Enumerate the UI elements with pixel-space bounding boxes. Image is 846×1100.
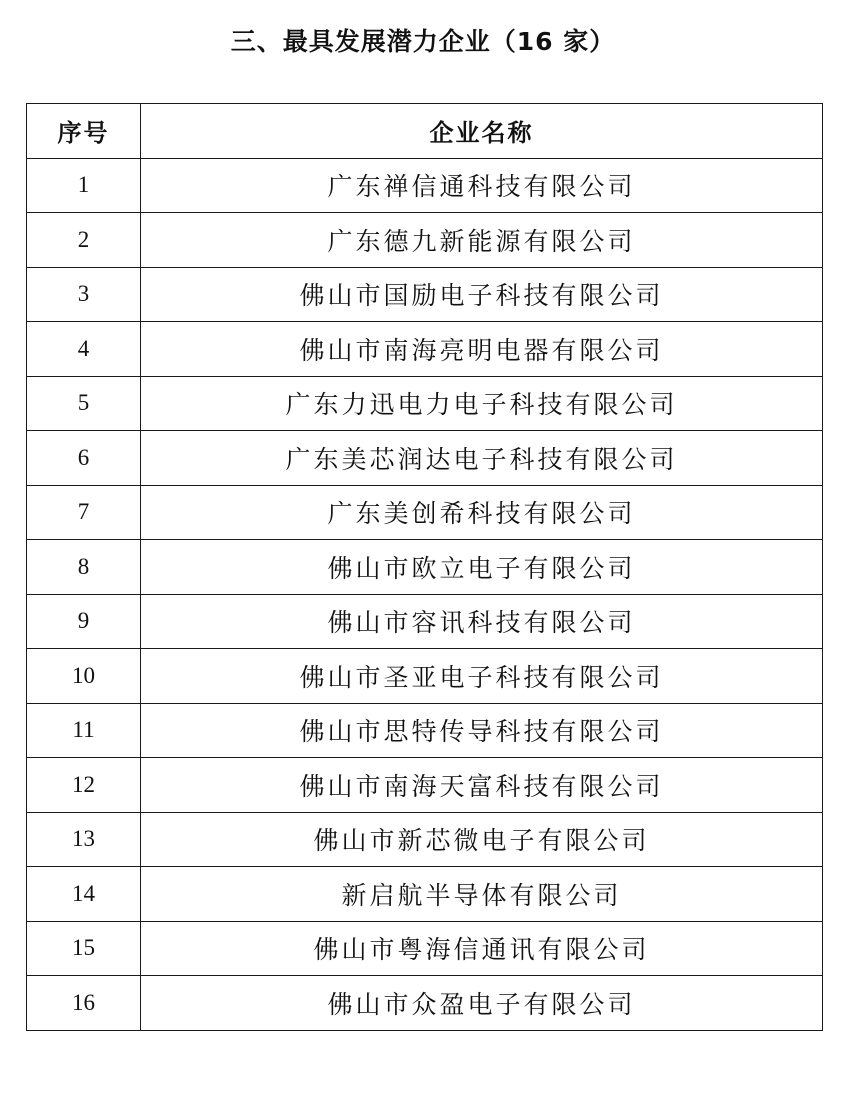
row-index: 1 — [27, 158, 141, 213]
table-row — [27, 540, 823, 595]
header-company-name: 企业名称 — [141, 104, 823, 159]
table-row — [27, 976, 823, 1031]
company-table — [26, 103, 823, 1031]
table-row — [27, 322, 823, 377]
row-index: 10 — [27, 649, 141, 704]
document-title: 三、最具发展潜力企业（16 家） — [230, 27, 616, 56]
company-name: 佛山市南海亮明电器有限公司 — [141, 322, 823, 377]
company-name: 广东德九新能源有限公司 — [141, 213, 823, 268]
company-name: 佛山市容讯科技有限公司 — [141, 594, 823, 649]
row-index: 14 — [27, 867, 141, 922]
table-row — [27, 594, 823, 649]
header-index: 序号 — [27, 104, 141, 159]
company-name: 佛山市新芯微电子有限公司 — [141, 812, 823, 867]
company-name: 广东禅信通科技有限公司 — [141, 158, 823, 213]
table-row — [27, 485, 823, 540]
row-index: 6 — [27, 431, 141, 486]
company-name: 新启航半导体有限公司 — [141, 867, 823, 922]
row-index: 8 — [27, 540, 141, 595]
table-row — [27, 703, 823, 758]
row-index: 13 — [27, 812, 141, 867]
table-row — [27, 812, 823, 867]
row-index: 4 — [27, 322, 141, 377]
company-name: 佛山市众盈电子有限公司 — [141, 976, 823, 1031]
company-name: 佛山市南海天富科技有限公司 — [141, 758, 823, 813]
table-body — [27, 158, 823, 1030]
row-index: 7 — [27, 485, 141, 540]
company-name: 佛山市圣亚电子科技有限公司 — [141, 649, 823, 704]
company-name: 佛山市欧立电子有限公司 — [141, 540, 823, 595]
company-name: 佛山市粤海信通讯有限公司 — [141, 921, 823, 976]
table-row — [27, 158, 823, 213]
row-index: 5 — [27, 376, 141, 431]
table-row — [27, 376, 823, 431]
table-row — [27, 867, 823, 922]
table-header-row — [27, 104, 823, 159]
company-name: 广东力迅电力电子科技有限公司 — [141, 376, 823, 431]
table-row — [27, 267, 823, 322]
table-row — [27, 431, 823, 486]
row-index: 9 — [27, 594, 141, 649]
company-name: 佛山市国励电子科技有限公司 — [141, 267, 823, 322]
company-name: 佛山市思特传导科技有限公司 — [141, 703, 823, 758]
table-row — [27, 213, 823, 268]
table-row — [27, 921, 823, 976]
table-row — [27, 758, 823, 813]
row-index: 15 — [27, 921, 141, 976]
row-index: 12 — [27, 758, 141, 813]
row-index: 3 — [27, 267, 141, 322]
row-index: 11 — [27, 703, 141, 758]
company-name: 广东美芯润达电子科技有限公司 — [141, 431, 823, 486]
company-name: 广东美创希科技有限公司 — [141, 485, 823, 540]
row-index: 16 — [27, 976, 141, 1031]
row-index: 2 — [27, 213, 141, 268]
table-row — [27, 649, 823, 704]
